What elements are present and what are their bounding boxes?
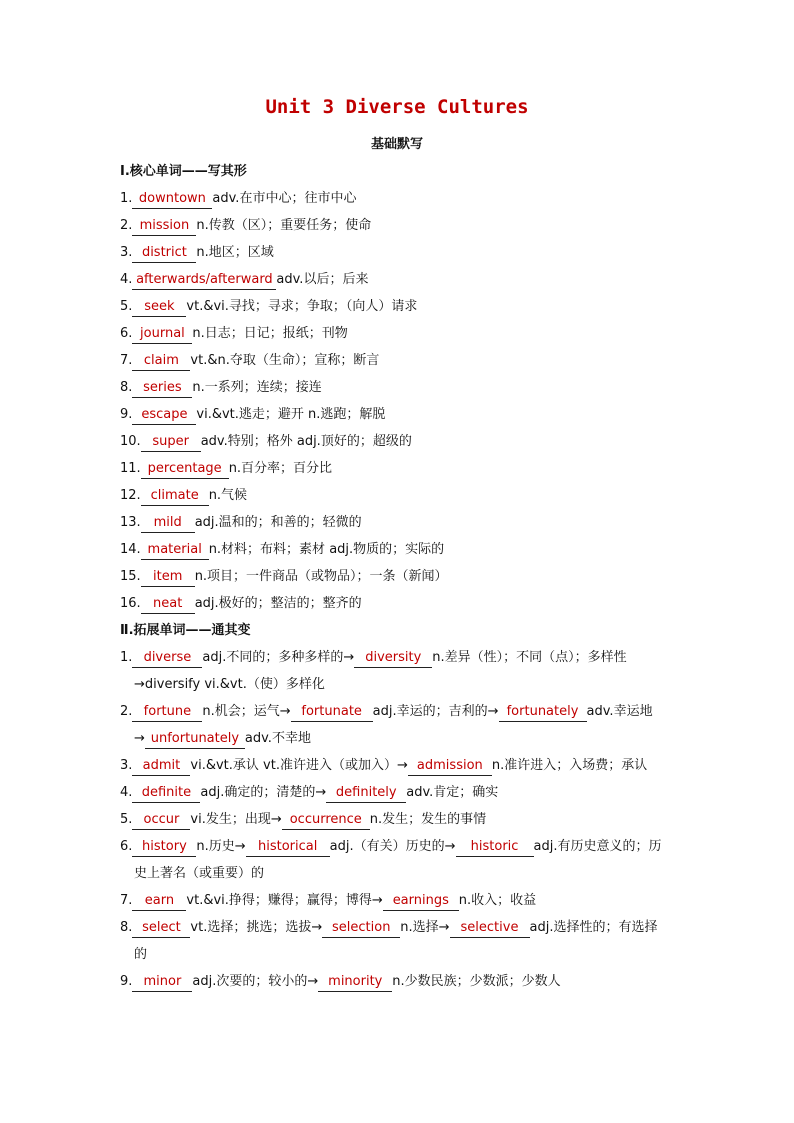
definition-text: n.选择→ xyxy=(400,920,450,935)
vocab-line xyxy=(120,806,680,833)
item-number: 9. xyxy=(120,974,133,989)
definition-text: n.日志；日记；报纸；刊物 xyxy=(192,326,348,341)
vocab-item xyxy=(120,401,680,428)
vocab-item xyxy=(120,968,680,995)
answer-blank: occur xyxy=(132,812,190,830)
definition-text: vt.选择；挑选；选拔→ xyxy=(190,920,323,935)
answer-blank: seek xyxy=(132,299,186,317)
definition-text: n.百分率；百分比 xyxy=(228,461,333,476)
answer-blank: definitely xyxy=(326,785,406,803)
definition-text: adj.（有关）历史的→ xyxy=(329,839,456,854)
vocab-item xyxy=(120,482,680,509)
vocab-item xyxy=(120,455,680,482)
vocab-line xyxy=(120,293,680,320)
vocab-line xyxy=(120,482,680,509)
definition-text: adj.次要的；较小的→ xyxy=(192,974,319,989)
definition-text: vt.&vi.挣得；赚得；赢得；博得→ xyxy=(186,893,383,908)
answer-blank: diverse xyxy=(132,650,202,668)
definition-text: adj.确定的；清楚的→ xyxy=(200,785,327,800)
definition-text: adv.不幸地 xyxy=(244,731,311,746)
answer-blank: earnings xyxy=(383,893,459,911)
item-number: 5. xyxy=(120,812,133,827)
vocab-item xyxy=(120,833,680,887)
definition-text: n.传教（区）；重要任务；使命 xyxy=(196,218,372,233)
definition-text: adv.肯定；确实 xyxy=(406,785,499,800)
page-subtitle: 基础默写 xyxy=(370,137,423,152)
answer-blank: neat xyxy=(141,596,195,614)
definition-text: vi.&vt.逃走；避开 n.逃跑；解脱 xyxy=(196,407,386,422)
definition-text: vi.&vt.承认 vt.准许进入（或加入）→ xyxy=(190,758,408,773)
answer-blank: occurrence xyxy=(282,812,370,830)
vocab-line xyxy=(120,779,680,806)
answer-blank: fortunate xyxy=(291,704,373,722)
answer-blank: admission xyxy=(408,758,492,776)
item-number: 2. xyxy=(120,218,133,233)
item-number: 11. xyxy=(120,461,141,476)
item-number: 8. xyxy=(120,380,133,395)
item-number: 15. xyxy=(120,569,141,584)
definition-text: adv.特别；格外 adj.顶好的；超级的 xyxy=(200,434,412,449)
vocab-item xyxy=(120,509,680,536)
vocab-line xyxy=(120,563,680,590)
answer-blank: definite xyxy=(132,785,200,803)
answer-blank: admit xyxy=(132,758,190,776)
answer-blank: claim xyxy=(132,353,190,371)
item-number: 9. xyxy=(120,407,133,422)
vocab-line xyxy=(120,212,680,239)
vocab-continuation: 史上著名（或重要）的 xyxy=(134,866,265,881)
vocab-item xyxy=(120,347,680,374)
definition-text: adj.极好的；整洁的；整齐的 xyxy=(194,596,362,611)
vocab-item xyxy=(120,536,680,563)
answer-blank: select xyxy=(132,920,190,938)
answer-blank: journal xyxy=(132,326,192,344)
vocab-item xyxy=(120,293,680,320)
vocab-item xyxy=(120,590,680,617)
vocab-line xyxy=(120,698,680,725)
definition-text: n.准许进入；入场费；承认 xyxy=(491,758,648,773)
vocab-line xyxy=(120,374,680,401)
item-number: 13. xyxy=(120,515,141,530)
vocab-line xyxy=(120,347,680,374)
vocab-line xyxy=(120,590,680,617)
item-number: 12. xyxy=(120,488,141,503)
section-heading: Ⅱ.拓展单词——通其变 xyxy=(120,623,251,638)
answer-blank: selection xyxy=(322,920,400,938)
definition-text: vt.&n.夺取（生命）；宣称；断言 xyxy=(190,353,380,368)
item-number: 4. xyxy=(120,272,133,287)
vocab-item xyxy=(120,239,680,266)
vocab-line xyxy=(120,752,680,779)
answer-blank: diversity xyxy=(354,650,432,668)
definition-text: adj.选择性的；有选择 xyxy=(529,920,658,935)
answer-blank: super xyxy=(141,434,201,452)
definition-text: vi.发生；出现→ xyxy=(190,812,282,827)
answer-blank: percentage xyxy=(141,461,229,479)
definition-text: n.一系列；连续；接连 xyxy=(192,380,322,395)
answer-blank: escape xyxy=(132,407,196,425)
answer-blank: minority xyxy=(318,974,392,992)
vocab-continuation: →diversify vi.&vt.（使）多样化 xyxy=(134,677,325,692)
answer-blank: district xyxy=(132,245,196,263)
item-number: 8. xyxy=(120,920,133,935)
answer-blank: history xyxy=(132,839,196,857)
vocab-line xyxy=(120,185,680,212)
vocab-item xyxy=(120,212,680,239)
item-number: 6. xyxy=(120,839,133,854)
vocab-line xyxy=(120,536,680,563)
vocab-item xyxy=(120,563,680,590)
answer-blank: series xyxy=(132,380,192,398)
vocab-line xyxy=(120,401,680,428)
vocab-line xyxy=(120,968,680,995)
definition-text: n.项目；一件商品（或物品）；一条（新闻） xyxy=(194,569,448,584)
definition-text: adj.幸运的；吉利的→ xyxy=(372,704,499,719)
item-number: 6. xyxy=(120,326,133,341)
definition-text: vt.&vi.寻找；寻求；争取；（向人）请求 xyxy=(186,299,418,314)
answer-blank: mild xyxy=(141,515,195,533)
definition-text: adv.幸运地 xyxy=(586,704,653,719)
definition-text: n.机会；运气→ xyxy=(202,704,291,719)
vocab-item xyxy=(120,185,680,212)
vocab-line xyxy=(120,833,680,860)
answer-blank: unfortunately xyxy=(145,731,245,749)
vocab-item xyxy=(120,374,680,401)
answer-blank: climate xyxy=(141,488,209,506)
section-heading: Ⅰ.核心单词——写其形 xyxy=(120,164,247,179)
vocab-line xyxy=(120,455,680,482)
item-number: 5. xyxy=(120,299,133,314)
vocab-line xyxy=(120,320,680,347)
vocab-line xyxy=(120,914,680,941)
definition-text: n.收入；收益 xyxy=(458,893,537,908)
vocab-line xyxy=(120,239,680,266)
answer-blank: minor xyxy=(132,974,192,992)
definition-text: n.少数民族；少数派；少数人 xyxy=(392,974,561,989)
vocab-line xyxy=(120,887,680,914)
item-number: 1. xyxy=(120,650,133,665)
vocab-item xyxy=(120,428,680,455)
definition-text: n.材料；布料；素材 adj.物质的；实际的 xyxy=(208,542,445,557)
vocab-item xyxy=(120,752,680,779)
definition-text: n.地区；区域 xyxy=(196,245,274,260)
vocab-continuation: 的 xyxy=(134,947,148,962)
vocab-line xyxy=(120,509,680,536)
item-number: 1. xyxy=(120,191,133,206)
vocab-item xyxy=(120,644,680,698)
vocab-line xyxy=(120,266,680,293)
answer-blank: downtown xyxy=(132,191,212,209)
definition-text: adv.在市中心；往市中心 xyxy=(212,191,357,206)
answer-blank: fortune xyxy=(132,704,202,722)
vocab-line xyxy=(120,428,680,455)
definition-text: n.气候 xyxy=(208,488,248,503)
definition-text: adv.以后；后来 xyxy=(276,272,369,287)
vocab-item xyxy=(120,887,680,914)
definition-text: → xyxy=(134,731,145,746)
answer-blank: earn xyxy=(132,893,186,911)
item-number: 14. xyxy=(120,542,141,557)
definition-text: n.历史→ xyxy=(196,839,246,854)
exercise-content xyxy=(120,158,680,995)
item-number: 3. xyxy=(120,758,133,773)
vocab-item xyxy=(120,779,680,806)
item-number: 16. xyxy=(120,596,141,611)
vocab-item xyxy=(120,698,680,752)
answer-blank: mission xyxy=(132,218,196,236)
item-number: 7. xyxy=(120,353,133,368)
vocab-line xyxy=(120,644,680,671)
item-number: 3. xyxy=(120,245,133,260)
item-number: 4. xyxy=(120,785,133,800)
answer-blank: item xyxy=(141,569,195,587)
vocab-item xyxy=(120,914,680,968)
item-number: 7. xyxy=(120,893,133,908)
vocab-item xyxy=(120,320,680,347)
definition-text: adj.不同的；多种多样的→ xyxy=(202,650,355,665)
definition-text: adj.有历史意义的；历 xyxy=(533,839,662,854)
answer-blank: afterwards/afterward xyxy=(132,272,276,290)
definition-text: n.发生；发生的事情 xyxy=(369,812,487,827)
answer-blank: historical xyxy=(246,839,330,857)
item-number: 10. xyxy=(120,434,141,449)
answer-blank: historic xyxy=(456,839,534,857)
page-title: Unit 3 Diverse Cultures xyxy=(265,96,529,118)
definition-text: adj.温和的；和善的；轻微的 xyxy=(194,515,362,530)
vocab-item xyxy=(120,806,680,833)
vocab-item xyxy=(120,266,680,293)
vocab-continuation xyxy=(120,725,680,752)
definition-text: n.差异（性）；不同（点）；多样性 xyxy=(432,650,627,665)
answer-blank: material xyxy=(141,542,209,560)
item-number: 2. xyxy=(120,704,133,719)
answer-blank: selective xyxy=(450,920,530,938)
answer-blank: fortunately xyxy=(499,704,587,722)
